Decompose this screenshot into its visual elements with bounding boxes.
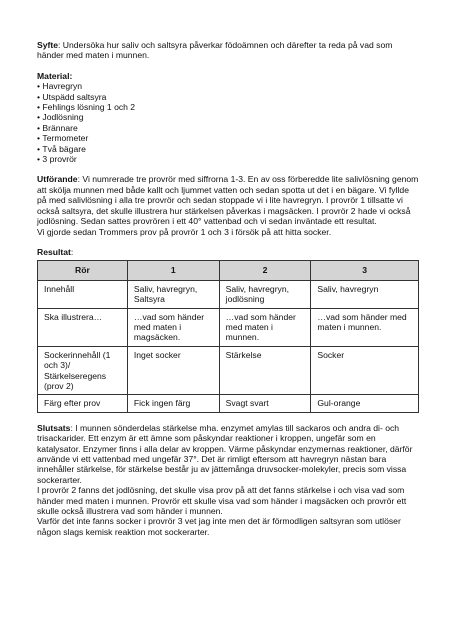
- list-item: • Två bägare: [37, 144, 419, 154]
- table-row: [38, 395, 419, 412]
- utforande-paragraph-2: Vi gjorde sedan Trommers prov på provrör 1 och 3 i försök på att hitta socker.: [37, 226, 332, 237]
- list-item: • Havregryn: [37, 81, 419, 91]
- slutsats-paragraph-2: I provrör 2 fanns det jodlösning, det skulle visa prov på att det fanns stärkelse i och visa vad som händer med maten i munnen. Provrör ett skulle visa vad som händer i magsäcken och provrör ett skulle också illustrera vad som händer i munnen.: [37, 485, 407, 517]
- table-header-cell: 1: [127, 261, 219, 280]
- table-cell: Saliv, havregryn, Saltsyra: [127, 280, 219, 308]
- list-item: • 3 provrör: [37, 154, 419, 164]
- material-list: [37, 81, 419, 164]
- table-cell: Färg efter prov: [38, 395, 128, 412]
- results-table: [37, 260, 419, 412]
- table-cell: Stärkelse: [219, 346, 311, 395]
- syfte-text: : Undersöka hur saliv och saltsyra påverkar födoämnen och därefter ta reda på vad som händer med maten i munnen.: [37, 40, 393, 61]
- syfte-label: Syfte: [37, 40, 59, 50]
- utforande-label: Utförande: [37, 174, 78, 185]
- table-cell: Inget socker: [127, 346, 219, 395]
- table-row: [38, 308, 419, 346]
- list-item: • Utspädd saltsyra: [37, 92, 419, 102]
- list-item: • Fehlings lösning 1 och 2: [37, 102, 419, 112]
- table-cell: …vad som händer med maten i magsäcken.: [127, 308, 219, 346]
- utforande-paragraph: [37, 174, 419, 226]
- table-cell: Innehåll: [38, 280, 128, 308]
- list-item: • Brännare: [37, 123, 419, 133]
- slutsats-label: Slutsats: [37, 422, 71, 433]
- table-cell: Sockerinnehåll (1 och 3)/ Stärkelseregens (prov 2): [38, 346, 128, 395]
- resultat-heading: Resultat:: [37, 246, 74, 257]
- table-header-cell: Rör: [38, 261, 128, 280]
- table-cell: Saliv, havregryn, jodlösning: [219, 280, 311, 308]
- table-header-row: [38, 261, 419, 280]
- table-cell: Gul-orange: [311, 395, 419, 412]
- table-cell: …vad som händer med maten i munnen.: [311, 308, 419, 346]
- table-header-cell: 2: [219, 261, 311, 280]
- table-row: [38, 280, 419, 308]
- table-cell: Socker: [311, 346, 419, 395]
- table-cell: Ska illustrera…: [38, 308, 128, 346]
- slutsats-paragraph-3: Varför det inte fanns socker i provrör 3 vet jag inte men det är förmodligen saltsyran som utlöser någon slags kemisk reaktion mot sockerarter.: [37, 516, 401, 537]
- table-cell: Saliv, havregryn: [311, 280, 419, 308]
- list-item: • Termometer: [37, 133, 419, 143]
- table-header-cell: 3: [311, 261, 419, 280]
- utforande-text: : Vi numrerade tre provrör med siffrorna 1-3. En av oss förberedde lite salivlösning genom att skölja munnen med både kallt och ljummet vatten och sedan spotta ut det i en bägare. Vi fyllde på med salivlösning i alla tre provrör och sedan stoppade vi i lite havregryn. I provrör 1 tillsatte vi också saltsyra, det skulle illustrera hur stärkelsen påverkas i magsäcken. I provrör 2 hade vi också jodlösning. Sedan sattes provrören i ett 40° vattenbad och vi sedan inväntade ett resultat.: [37, 174, 419, 227]
- slutsats-paragraph: [37, 423, 419, 485]
- slutsats-text: : I munnen sönderdelas stärkelse mha. enzymet amylas till sackaros och andra di- och trisackarider. Ett enzym är ett ämne som påskyndar reaktioner i kroppen, ungefär som en katalysator. Enzymer finns i alla delar av kroppen. Värme påskyndar enzymernas reaktioner, därför använde vi ett vattenbad med ungefär 37°. Det är rimligt eftersom att havregryn nästan bara innehåller stärkelse, för stärkelse består ju av jättemånga druvsocker-molekyler, precis som vissa sockerarter.: [37, 422, 413, 485]
- material-heading: Material:: [37, 70, 73, 81]
- table-cell: Svagt svart: [219, 395, 311, 412]
- document-page: [37, 40, 419, 537]
- table-cell: …vad som händer med maten i munnen.: [219, 308, 311, 346]
- syfte-paragraph: [37, 40, 419, 61]
- list-item: • Jodlösning: [37, 112, 419, 122]
- table-cell: Fick ingen färg: [127, 395, 219, 412]
- table-row: [38, 346, 419, 395]
